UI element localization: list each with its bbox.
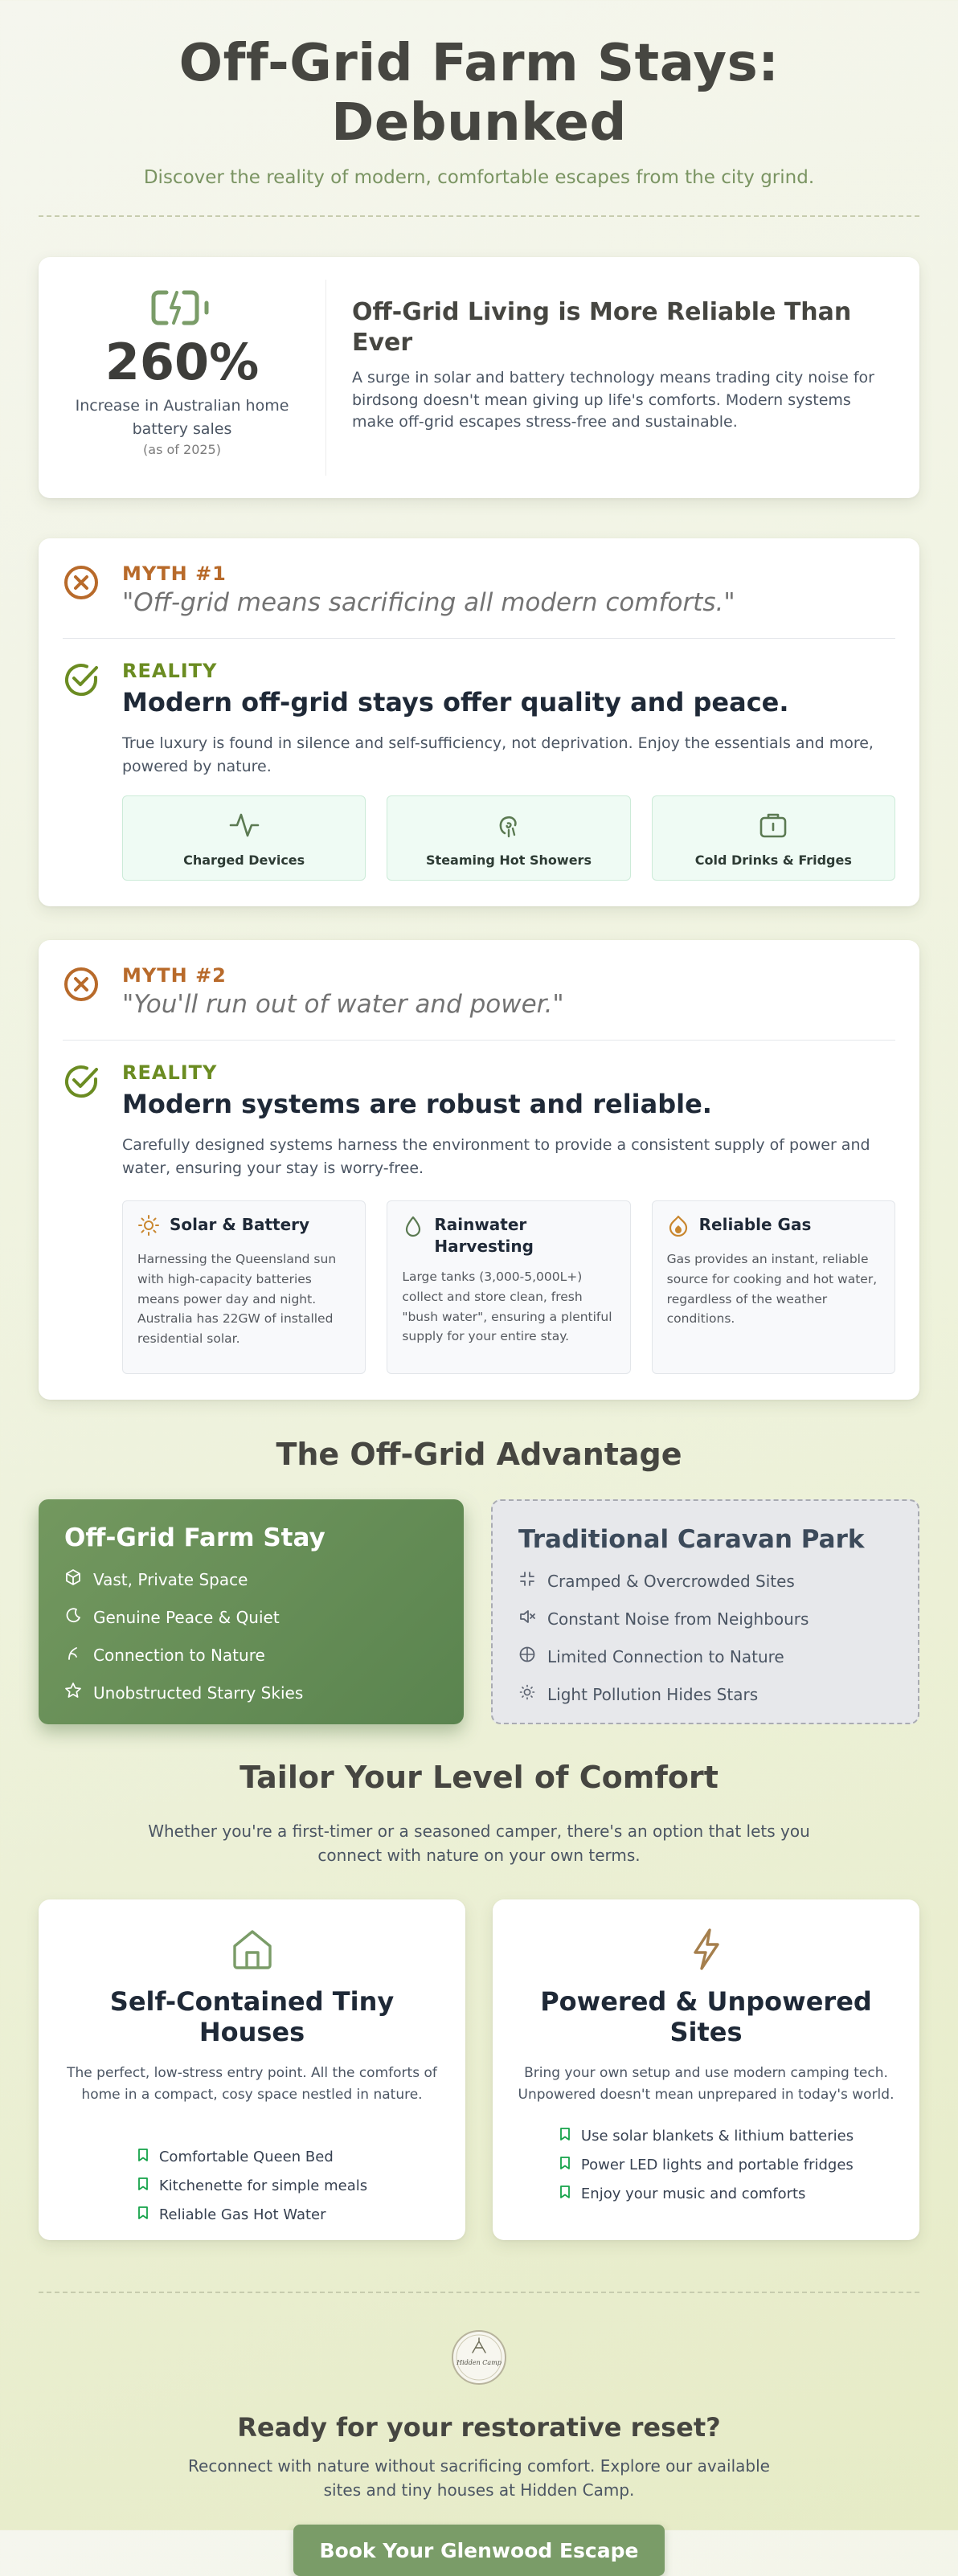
page-title: Off-Grid Farm Stays: Debunked: [178, 34, 780, 153]
reality-heading: Modern off-grid stays offer quality and peace.: [122, 687, 789, 718]
reality-body: Carefully designed systems harness the environment to provide a consistent supply of power and water, ensuring your stay is worry-free.: [122, 1136, 870, 1177]
book-escape-button[interactable]: Book Your Glenwood Escape: [293, 2525, 665, 2576]
farm-item-label: Unobstructed Starry Skies: [93, 1683, 304, 1703]
cta-body: Reconnect with nature without sacrificing comfort. Explore our available sites and tiny houses at Hidden Camp.: [188, 2456, 770, 2500]
list-item: [559, 2185, 854, 2203]
list-item-label: Enjoy your music and comforts: [580, 2186, 806, 2203]
feature-label: Steaming Hot Showers: [426, 853, 592, 868]
cta-title: Ready for your restorative reset?: [237, 2412, 721, 2443]
caravan-item: [518, 1570, 892, 1592]
farm-item-label: Connection to Nature: [93, 1645, 265, 1665]
list-item: [559, 2156, 854, 2174]
caravan-item: [518, 1608, 892, 1629]
list-item-label: Comfortable Queen Bed: [158, 2149, 334, 2166]
logo-text: Hidden Camp: [456, 2359, 502, 2366]
list-item: [137, 2148, 367, 2166]
droplet-icon: [402, 1214, 424, 1241]
minimize-icon: [518, 1570, 536, 1592]
check-circle-icon: [63, 686, 100, 701]
caravan-item-label: Limited Connection to Nature: [547, 1646, 784, 1666]
myth-tag: MYTH #2: [122, 964, 227, 987]
system-solar-battery: [122, 1200, 366, 1374]
system-title: Solar & Battery: [170, 1215, 310, 1234]
caravan-item: [518, 1646, 892, 1667]
caravan-item-label: Light Pollution Hides Stars: [547, 1684, 759, 1704]
stat-card: [39, 257, 919, 498]
farm-item: [64, 1682, 438, 1703]
stat-label: Increase in Australian home battery sales: [75, 397, 289, 438]
tailor-subtitle: Whether you're a first-timer or a seasoned camper, there's an option that lets you connect with nature on your own terms.: [148, 1822, 810, 1865]
tiny-houses-list: [137, 2148, 367, 2235]
farm-item: [64, 1568, 438, 1590]
system-title: Rainwater Harvesting: [434, 1215, 534, 1256]
sites-card: [493, 1899, 919, 2240]
list-item-label: Use solar blankets & lithium batteries: [580, 2128, 854, 2145]
list-item: [137, 2177, 367, 2195]
sites-title: Powered & Unpowered Sites: [540, 1986, 872, 2048]
caravan-item-label: Constant Noise from Neighbours: [547, 1609, 809, 1629]
reality-tag: REALITY: [122, 660, 218, 682]
farm-item-label: Vast, Private Space: [93, 1569, 248, 1589]
list-item: [559, 2127, 854, 2145]
sun-icon: [137, 1214, 160, 1240]
tiny-houses-title: Self-Contained Tiny Houses: [109, 1986, 395, 2048]
page: [39, 0, 919, 2576]
cube-icon: [64, 1568, 82, 1590]
advantage-title: The Off-Grid Advantage: [276, 1437, 682, 1472]
list-item-label: Reliable Gas Hot Water: [158, 2206, 326, 2224]
reality-body: True luxury is found in silence and self-sufficiency, not deprivation. Enjoy the essentials and more, powered by nature.: [122, 734, 874, 775]
stat-heading: Off-Grid Living is More Reliable Than Ever: [352, 298, 852, 357]
system-body: Harnessing the Queensland sun with high-capacity batteries means power day and night. Australia has 22GW of installed residential solar.: [137, 1252, 337, 1347]
caravan-item: [518, 1683, 892, 1705]
x-circle-icon: [63, 589, 100, 604]
myth-tag: MYTH #1: [122, 562, 227, 585]
cooler-icon: [757, 828, 789, 843]
feature-label: Cold Drinks & Fridges: [694, 853, 852, 868]
farm-stay-card: [39, 1499, 464, 1724]
bookmark-icon: [559, 2127, 571, 2145]
moon-icon: [64, 1606, 82, 1628]
tiny-houses-body: The perfect, low-stress entry point. All the comforts of home in a compact, cosy space nestled in nature.: [67, 2064, 437, 2103]
advantage-comparison: [39, 1499, 919, 1724]
tailor-title: Tailor Your Level of Comfort: [240, 1760, 718, 1795]
divider: [63, 1040, 895, 1041]
reality-heading: Modern systems are robust and reliable.: [122, 1089, 712, 1119]
sun-dim-icon: [518, 1683, 536, 1705]
zap-icon: [684, 1960, 729, 1975]
stat-value: 260%: [104, 333, 260, 391]
sites-list: [559, 2127, 854, 2214]
list-item: [137, 2206, 367, 2224]
feature-label: Charged Devices: [183, 853, 305, 868]
myth-card-2: [39, 940, 919, 1400]
stat-note: (as of 2025): [143, 442, 221, 458]
feature-hot-showers: [387, 795, 630, 881]
globe-icon: [518, 1646, 536, 1667]
system-title: Reliable Gas: [698, 1215, 812, 1234]
caravan-park-title: Traditional Caravan Park: [518, 1525, 865, 1554]
caravan-park-card: [491, 1499, 919, 1724]
myth-quote: "Off-grid means sacrificing all modern comforts.": [122, 588, 735, 617]
system-rainwater: [387, 1200, 630, 1374]
activity-icon: [228, 828, 260, 843]
system-gas: [652, 1200, 895, 1374]
list-item-label: Kitchenette for simple meals: [158, 2177, 368, 2195]
list-item-label: Power LED lights and portable fridges: [580, 2157, 854, 2174]
shower-icon: [493, 828, 525, 843]
bookmark-icon: [559, 2185, 571, 2203]
farm-item: [64, 1644, 438, 1666]
caravan-item-label: Cramped & Overcrowded Sites: [547, 1571, 795, 1591]
farm-item: [64, 1606, 438, 1628]
volume-x-icon: [518, 1608, 536, 1629]
feature-cold-drinks: [652, 795, 895, 881]
tiny-houses-card: [39, 1899, 465, 2240]
leaf-icon: [64, 1644, 82, 1666]
reality-tag: REALITY: [122, 1061, 218, 1084]
system-body: Large tanks (3,000-5,000L+) collect and store clean, fresh "bush water", ensuring a plentiful supply for your entire stay.: [402, 1270, 612, 1344]
hidden-camp-logo: [39, 2329, 919, 2390]
stat-text: [326, 297, 919, 434]
stat-body: A surge in solar and battery technology means trading city noise for birdsong doesn't mean giving up life's comforts. Modern systems make off-grid escapes stress-free and sustainable.: [352, 369, 874, 431]
divider: [63, 638, 895, 639]
myth-quote: "You'll run out of water and power.": [122, 990, 564, 1019]
divider: [39, 215, 919, 217]
home-icon: [230, 1960, 275, 1975]
bookmark-icon: [137, 2148, 149, 2166]
x-circle-icon: [63, 991, 100, 1006]
farm-item-label: Genuine Peace & Quiet: [93, 1607, 280, 1627]
flame-icon: [667, 1214, 690, 1240]
bookmark-icon: [137, 2206, 149, 2224]
check-circle-icon: [63, 1088, 100, 1103]
feature-charged-devices: [122, 795, 366, 881]
farm-stay-title: Off-Grid Farm Stay: [64, 1523, 325, 1552]
bookmark-icon: [137, 2177, 149, 2195]
stat-block: [39, 280, 326, 476]
system-body: Gas provides an instant, reliable source for cooking and hot water, regardless of the weather conditions.: [666, 1252, 878, 1327]
star-icon: [64, 1682, 82, 1703]
myth-card-1: [39, 538, 919, 906]
page-subtitle: Discover the reality of modern, comfortable escapes from the city grind.: [143, 167, 815, 188]
sites-body: Bring your own setup and use modern camping tech. Unpowered doesn't mean unprepared in today's world.: [518, 2064, 895, 2103]
comfort-options: [39, 1899, 919, 2240]
battery-charging-icon: [150, 288, 215, 331]
bookmark-icon: [559, 2156, 571, 2174]
divider: [39, 2292, 919, 2293]
